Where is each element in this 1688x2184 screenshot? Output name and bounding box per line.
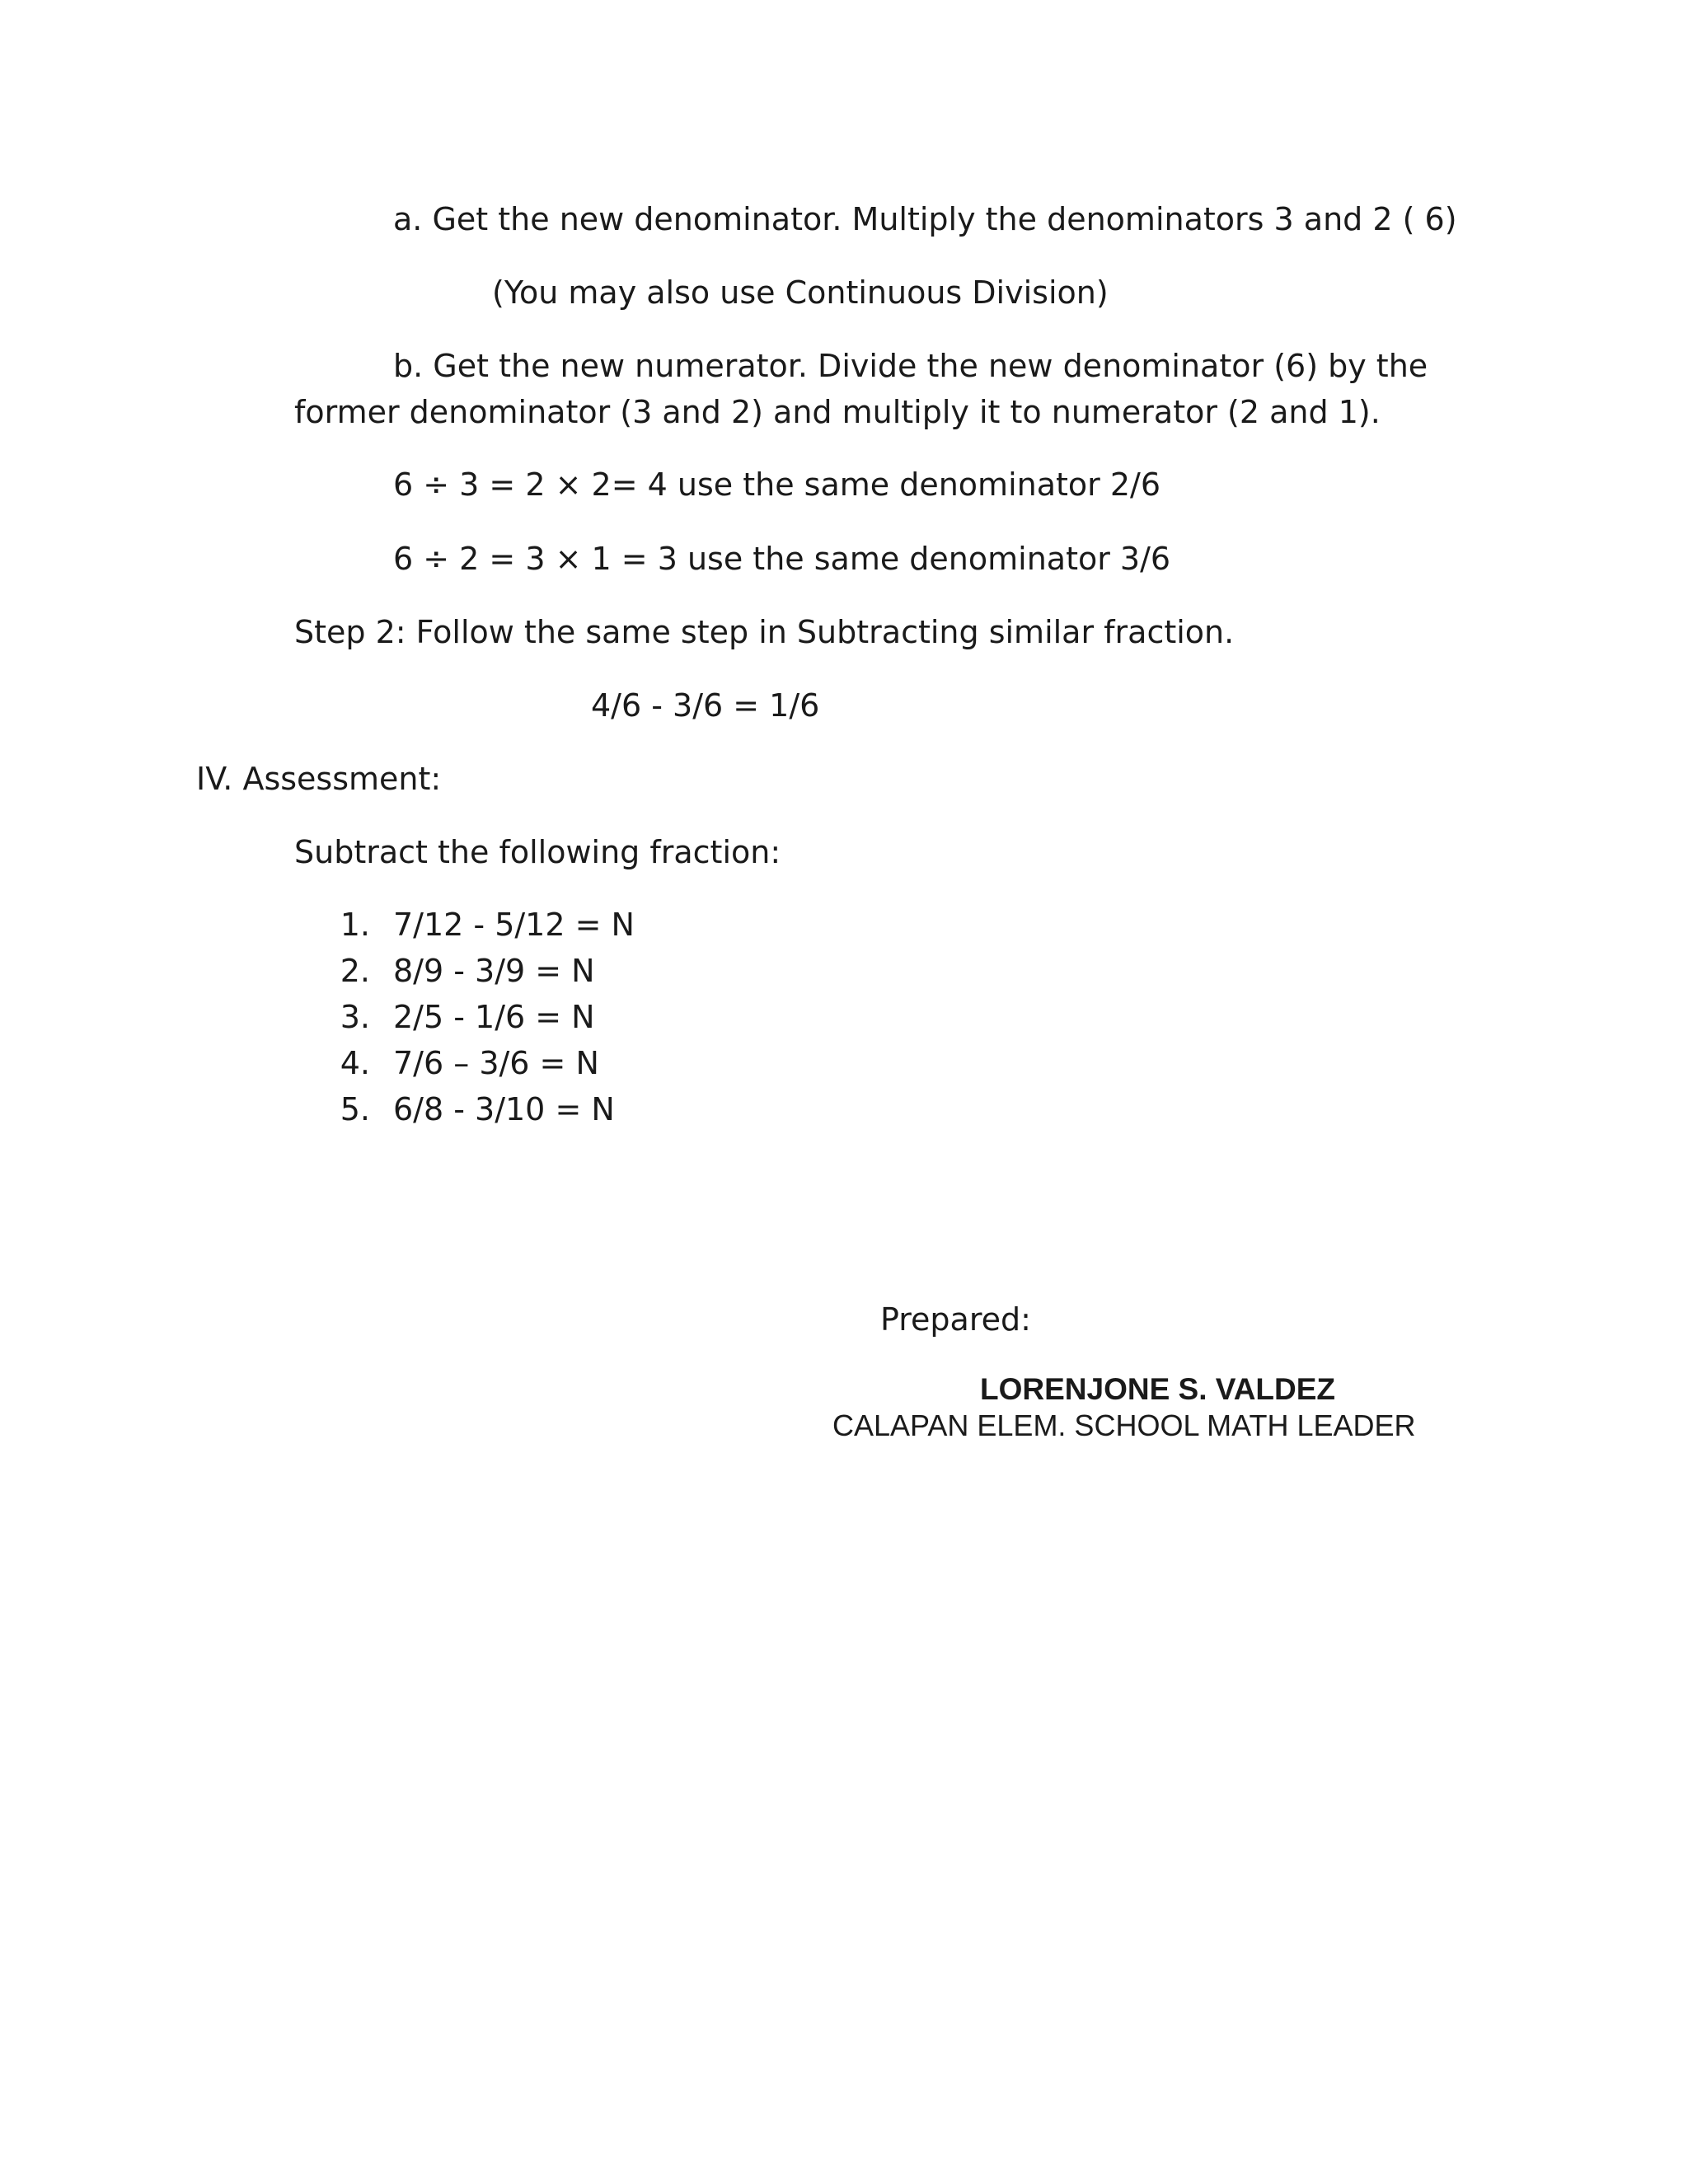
- step-2-result: 4/6 - 3/6 = 1/6: [591, 687, 820, 724]
- calc-line-1: 6 ÷ 3 = 2 × 2= 4 use the same denominator 2/6: [393, 466, 1160, 503]
- prepared-label: Prepared:: [880, 1301, 1031, 1338]
- list-item-number: 2.: [340, 953, 370, 989]
- assessment-heading: IV. Assessment:: [196, 761, 442, 797]
- list-item-number: 4.: [340, 1045, 370, 1081]
- step-2: Step 2: Follow the same step in Subtracting similar fraction.: [294, 614, 1235, 650]
- list-item-text: 7/6 – 3/6 = N: [393, 1045, 599, 1081]
- signatory-title: CALAPAN ELEM. SCHOOL MATH LEADER: [832, 1408, 1416, 1442]
- list-item: [340, 953, 595, 989]
- step-a-note: (You may also use Continuous Division): [492, 274, 1109, 311]
- calc-line-2: 6 ÷ 2 = 3 × 1 = 3 use the same denominator 3/6: [393, 541, 1171, 577]
- list-item-text: 8/9 - 3/9 = N: [393, 953, 595, 989]
- list-item-text: 2/5 - 1/6 = N: [393, 999, 595, 1035]
- list-item-number: 1.: [340, 907, 370, 943]
- list-item-text: 6/8 - 3/10 = N: [393, 1091, 615, 1127]
- list-item: [340, 1045, 599, 1081]
- step-a: a. Get the new denominator. Multiply the denominators 3 and 2 ( 6): [393, 201, 1457, 237]
- list-item-number: 3.: [340, 999, 370, 1035]
- list-item-text: 7/12 - 5/12 = N: [393, 907, 635, 943]
- assessment-instruction: Subtract the following fraction:: [294, 834, 781, 870]
- list-item-number: 5.: [340, 1091, 370, 1127]
- signatory-name: LORENJONE S. VALDEZ: [980, 1372, 1336, 1406]
- step-b-line1: b. Get the new numerator. Divide the new denominator (6) by the: [393, 348, 1428, 384]
- step-b-line2: former denominator (3 and 2) and multiply it to numerator (2 and 1).: [294, 394, 1381, 430]
- list-item: [340, 1091, 615, 1127]
- list-item: [340, 907, 635, 943]
- list-item: [340, 999, 595, 1035]
